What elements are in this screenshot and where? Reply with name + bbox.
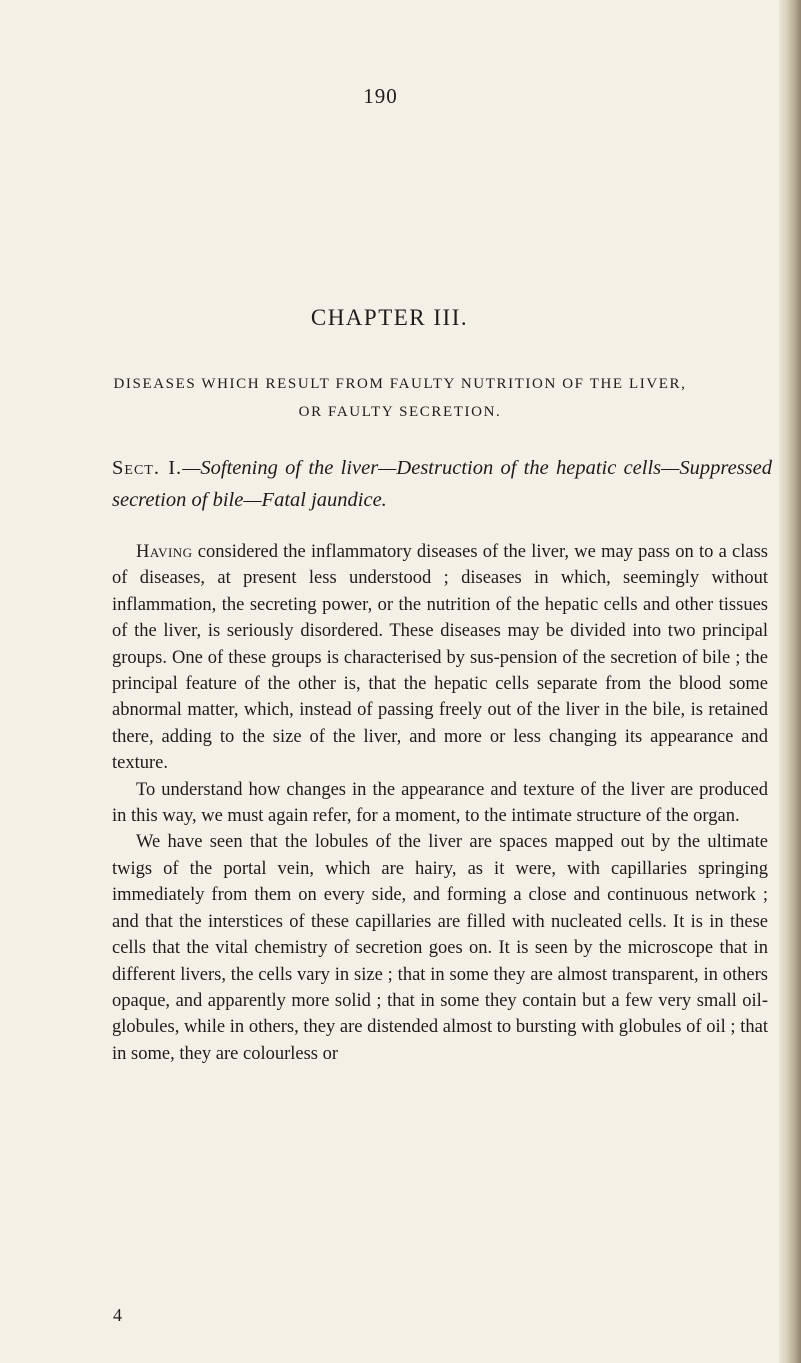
paragraph-1 xyxy=(112,539,768,777)
paragraph-2: To understand how changes in the appearance and texture of the liver are produced in this way, we must again refer, for a moment, to the intimate structure of the organ. xyxy=(112,779,768,827)
section-heading xyxy=(112,452,772,516)
chapter-title: CHAPTER III. xyxy=(310,305,469,330)
page-number: 190 xyxy=(363,84,398,108)
paragraph-1-text: considered the inflammatory diseases of the liver, we may pass on to a class of diseases, at present less understood ; diseases in which, seemingly without inflammation, the secreting power, or the nutrition of the hepatic cells and other tissues of the liver, is seriously disordered. These diseases may be divided into two principal groups. One of these groups is characterised by sus-pension of the secretion of bile ; the principal feature of the other is, that the hepatic cells separate from the blood some abnormal matter, which, instead of passing freely out of the liver in the bile, is retained there, adding to the size of the liver, and more or less changing its appearance and texture. xyxy=(112,542,768,774)
section-title: —Softening of the liver—Destruction of the hepatic cells—Suppressed secretion of bile—Fatal jaundice. xyxy=(112,457,772,511)
section-label: Sect. I. xyxy=(112,457,183,479)
chapter-subtitle: DISEASES WHICH RESULT FROM FAULTY NUTRITION OF THE LIVER, OR FAULTY SECRETION. xyxy=(113,376,687,420)
page-edge xyxy=(779,0,801,1363)
paragraph-3: We have seen that the lobules of the liver are spaces mapped out by the ultimate twigs of the portal vein, which are hairy, as it were, with capillaries springing immediately from them on every side, and forming a close and continuous network ; and that the interstices of these capillaries are filled with nucleated cells. It is in these cells that the vital chemistry of secretion goes on. It is seen by the microscope that in different livers, the cells vary in size ; that in some they are almost transparent, in others opaque, and apparently more solid ; that in some they contain but a few very small oil-globules, while in others, they are distended almost to bursting with globules of oil ; that in some, they are colourless or xyxy=(112,832,768,1064)
body-text xyxy=(112,539,768,1067)
paragraph-lead-word: Having xyxy=(136,542,193,562)
signature-mark: 4 xyxy=(113,1305,122,1325)
